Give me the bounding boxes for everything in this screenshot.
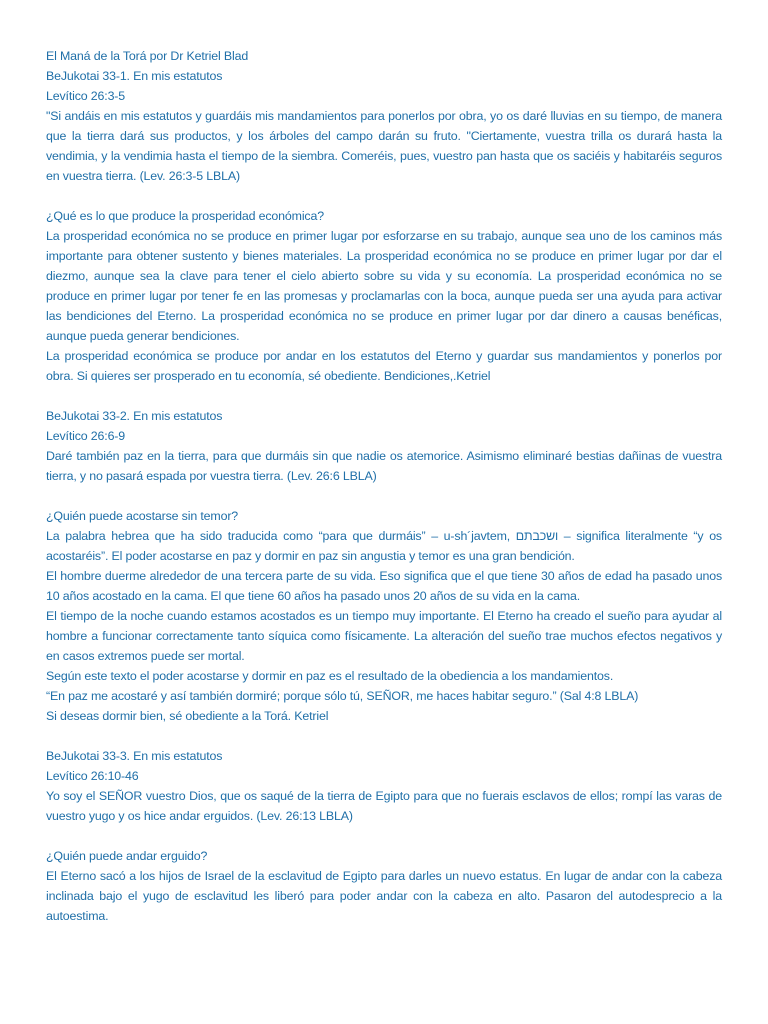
body-paragraph: La prosperidad económica no se produce en primer lugar por esforzarse en su trabajo, aunque sea uno de los caminos más importante para obtener sustento y bienes materiales. La prosperidad económica no se produce en primer lugar por dar el diezmo, aunque sea la clave para tener el cielo abierto sobre su vida y su economía. La prosperidad económica no se produce en primer lugar por tener fe en las promesas y proclamarlas con la boca, aunque pueda ser una ayuda para activar las bendiciones del Eterno. La prosperidad económica no se produce en primer lugar por dar dinero a causas benéficas, aunque pueda generar bendiciones. — [46, 229, 722, 343]
section-question: ¿Qué es lo que produce la prosperidad económica? — [46, 209, 324, 223]
section-question: ¿Quién puede acostarse sin temor? — [46, 509, 239, 523]
paragraph-spacer — [46, 186, 722, 206]
section-heading: BeJukotai 33-2. En mis estatutos — [46, 409, 223, 423]
paragraph-spacer — [46, 486, 722, 506]
paragraph-spacer — [46, 726, 722, 746]
section-heading: BeJukotai 33-1. En mis estatutos — [46, 69, 223, 83]
scripture-verse: Yo soy el SEÑOR vuestro Dios, que os saqué de la tierra de Egipto para que no fuerais esclavos de ellos; rompí las varas de vuestro yugo y os hice andar erguidos. (Lev. 26:13 LBLA) — [46, 789, 722, 823]
body-paragraph: La prosperidad económica se produce por andar en los estatutos del Eterno y guardar sus mandamientos y ponerlos por obra. Si quieres ser prosperado en tu economía, sé obediente. Bendiciones,.Ketriel — [46, 349, 722, 383]
scripture-verse: Daré también paz en la tierra, para que durmáis sin que nadie os atemorice. Asimismo eliminaré bestias dañinas de vuestra tierra, y no pasará espada por vuestra tierra. (Lev. 26:6 LBLA) — [46, 449, 722, 483]
document-page — [46, 46, 722, 926]
body-paragraph: El tiempo de la noche cuando estamos acostados es un tiempo muy importante. El Eterno ha creado el sueño para ayudar al hombre a funcionar correctamente tanto síquica como físicamente. La alteración del sueño trae muchos efectos negativos y en casos extremos puede ser mortal. — [46, 609, 722, 663]
paragraph-spacer — [46, 826, 722, 846]
body-paragraph: Según este texto el poder acostarse y dormir en paz es el resultado de la obediencia a los mandamientos. — [46, 669, 614, 683]
section-question: ¿Quién puede andar erguido? — [46, 849, 208, 863]
paragraph-spacer — [46, 386, 722, 406]
section-heading: BeJukotai 33-3. En mis estatutos — [46, 749, 223, 763]
scripture-reference: Levítico 26:10-46 — [46, 769, 139, 783]
document-title: El Maná de la Torá por Dr Ketriel Blad — [46, 49, 249, 63]
scripture-reference: Levítico 26:6-9 — [46, 429, 126, 443]
scripture-reference: Levítico 26:3-5 — [46, 89, 126, 103]
body-paragraph: Si deseas dormir bien, sé obediente a la Torá. Ketriel — [46, 709, 329, 723]
body-paragraph: El Eterno sacó a los hijos de Israel de la esclavitud de Egipto para darles un nuevo estatus. En lugar de andar con la cabeza inclinada bajo el yugo de esclavitud les liberó para poder andar con la cabeza en alto. Pasaron del autodesprecio a la autoestima. — [46, 869, 722, 923]
body-paragraph: La palabra hebrea que ha sido traducida como “para que durmáis” – u-sh´javtem, ושכבתם – significa literalmente “y os acostaréis”. El poder acostarse en paz y dormir en paz sin angustia y temor es una gran bendición. — [46, 529, 722, 563]
body-paragraph: “En paz me acostaré y así también dormiré; porque sólo tú, SEÑOR, me haces habitar seguro.” (Sal 4:8 LBLA) — [46, 689, 639, 703]
body-paragraph: El hombre duerme alrededor de una tercera parte de su vida. Eso significa que el que tiene 30 años de edad ha pasado unos 10 años acostado en la cama. El que tiene 60 años ha pasado unos 20 años de su vida en la cama. — [46, 569, 722, 603]
scripture-verse: "Si andáis en mis estatutos y guardáis mis mandamientos para ponerlos por obra, yo os daré lluvias en su tiempo, de manera que la tierra dará sus productos, y los árboles del campo darán su fruto. "Ciertamente, vuestra trilla os durará hasta la vendimia, y la vendimia hasta el tiempo de la siembra. Comeréis, pues, vuestro pan hasta que os saciéis y habitaréis seguros en vuestra tierra. (Lev. 26:3-5 LBLA) — [46, 109, 722, 183]
